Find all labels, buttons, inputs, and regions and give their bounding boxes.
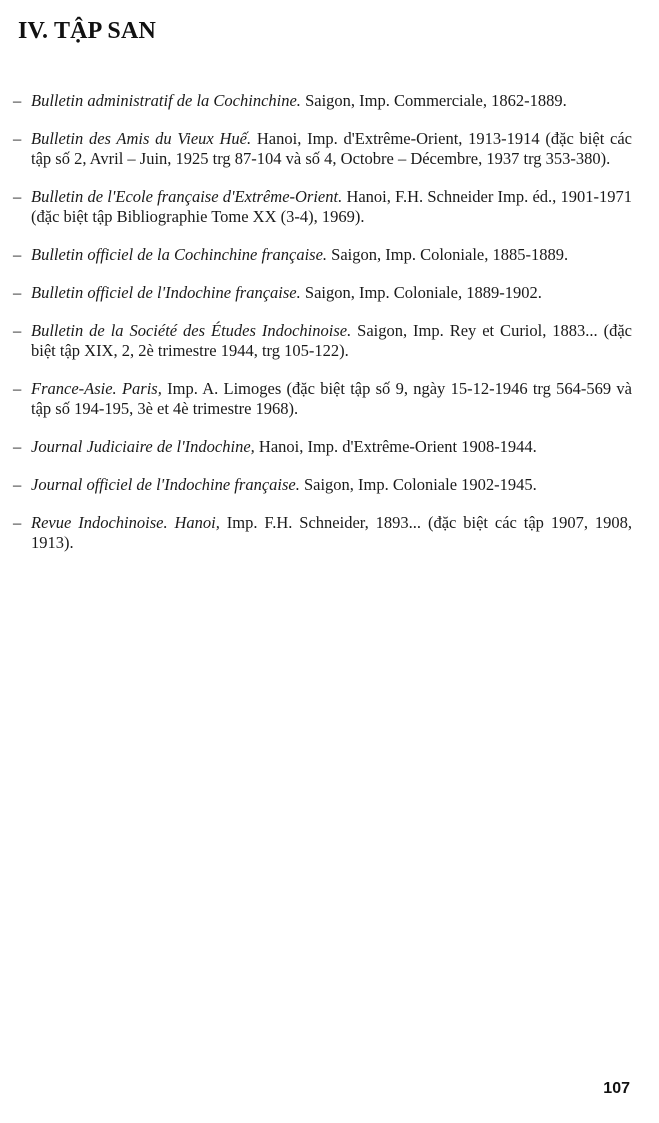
entry-dash: – [13,91,22,110]
entry-details: Saigon, Imp. Coloniale, 1889-1902. [300,283,542,302]
page-number: 107 [603,1080,630,1097]
list-item [13,129,632,169]
section-heading: IV. TẬP SAN [18,18,157,44]
entry-dash: – [13,437,22,456]
entry-dash: – [13,129,22,148]
periodicals-list [13,91,632,571]
entry-dash: – [13,187,22,206]
list-item [13,379,632,419]
list-item [13,245,632,265]
entry-details: Hanoi, Imp. d'Extrême-Orient 1908-1944. [254,437,537,456]
list-item [13,187,632,227]
entry-title: Bulletin des Amis du Vieux Huế. [31,129,252,148]
entry-title: Bulletin de l'Ecole française d'Extrême-Orient. [31,187,343,206]
entry-title: Revue Indochinoise. Hanoi, [31,513,220,532]
list-item [13,513,632,553]
list-item [13,91,632,111]
list-item [13,321,632,361]
entry-details: Hanoi, F.H. Schneider Imp. éd., 1901-1971 (đặc biệt tập Bibliographie Tome XX (3-4), 1969). [31,187,632,226]
entry-details: Saigon, Imp. Coloniale, 1885-1889. [327,245,569,264]
entry-details: Imp. F.H. Schneider, 1893... (đặc biệt các tập 1907, 1908, 1913). [31,513,632,552]
entry-details: Saigon, Imp. Coloniale 1902-1945. [299,475,537,494]
entry-title: Bulletin officiel de l'Indochine française. [31,283,301,302]
entry-title: Journal officiel de l'Indochine française. [31,475,300,494]
entry-dash: – [13,283,22,302]
entry-details: Saigon, Imp. Rey et Curiol, 1883... (đặc biệt tập XIX, 2, 2è trimestre 1944, trg 105-122). [31,321,633,360]
entry-dash: – [13,321,22,340]
entry-details: Hanoi, Imp. d'Extrême-Orient, 1913-1914 (đặc biệt các tập số 2, Avril – Juin, 1925 trg 87-104 và số 4, Octobre – Décembre, 1937 trg 353-380). [31,129,632,168]
entry-title: Bulletin de la Société des Études Indochinoise. [31,321,352,340]
entry-dash: – [13,475,22,494]
entry-title: France-Asie. Paris, [31,379,162,398]
entry-title: Bulletin officiel de la Cochinchine française. [31,245,328,264]
entry-details: Saigon, Imp. Commerciale, 1862-1889. [300,91,567,110]
entry-dash: – [13,245,22,264]
list-item [13,475,632,495]
entry-dash: – [13,379,22,398]
list-item [13,437,632,457]
entry-title: Journal Judiciaire de l'Indochine, [31,437,255,456]
list-item [13,283,632,303]
entry-details: Imp. A. Limoges (đặc biệt tập số 9, ngày 15-12-1946 trg 564-569 và tập số 194-195, 3è et 4è trimestre 1968). [31,379,633,418]
entry-dash: – [13,513,22,532]
entry-title: Bulletin administratif de la Cochinchine. [31,91,301,110]
